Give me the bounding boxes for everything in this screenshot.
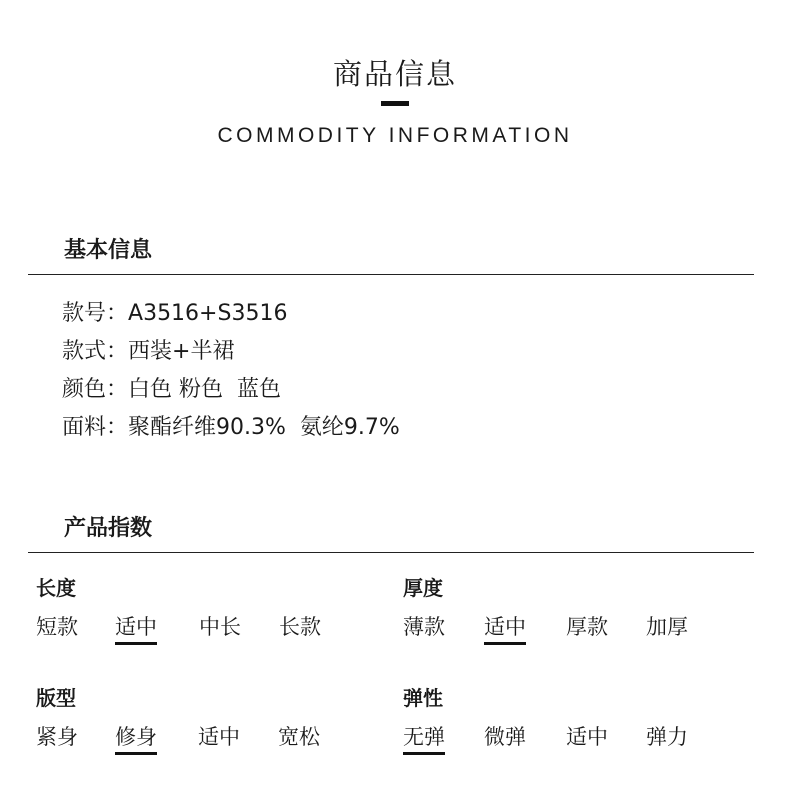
option-elasticity-slight: 微弹 (484, 725, 526, 749)
option-elasticity-medium: 适中 (566, 725, 608, 749)
info-value: 聚酯纤维90.3% 氨纶9.7% (128, 415, 400, 440)
option-fit-regular: 适中 (198, 725, 240, 749)
option-thickness-extra-thick: 加厚 (646, 615, 688, 639)
product-index-heading: 产品指数 (64, 516, 153, 541)
basic-info-heading: 基本信息 (64, 238, 153, 263)
product-index-divider (28, 552, 754, 553)
group-title-elasticity: 弹性 (403, 686, 443, 710)
option-elasticity-stretch: 弹力 (646, 725, 688, 749)
option-thickness-medium: 适中 (484, 611, 526, 645)
option-fit-loose: 宽松 (278, 725, 320, 749)
option-fit-slim: 修身 (115, 721, 157, 755)
title-accent-bar (381, 101, 409, 106)
info-row-style-no (62, 296, 287, 327)
option-length-long: 长款 (279, 615, 321, 639)
info-row-fabric (62, 410, 400, 441)
info-label: 款号： (62, 301, 129, 326)
option-elasticity-none: 无弹 (403, 721, 445, 755)
info-row-color (62, 372, 281, 403)
basic-info-divider (28, 274, 754, 275)
option-fit-tight: 紧身 (36, 725, 78, 749)
info-label: 面料： (62, 415, 129, 440)
page-title-cn: 商品信息 (332, 57, 457, 91)
group-title-length: 长度 (36, 576, 76, 600)
option-length-short: 短款 (36, 615, 78, 639)
option-thickness-thick: 厚款 (566, 615, 608, 639)
info-label: 款式： (62, 339, 129, 364)
group-title-thickness: 厚度 (403, 576, 443, 600)
option-thickness-thin: 薄款 (403, 615, 445, 639)
info-value: A3516+S3516 (128, 301, 288, 326)
info-value: 白色 粉色 蓝色 (128, 377, 281, 402)
group-title-fit: 版型 (36, 686, 76, 710)
option-length-medium: 适中 (115, 611, 157, 645)
page-title-en: COMMODITY INFORMATION (217, 124, 573, 147)
info-label: 颜色： (62, 377, 129, 402)
info-row-style (62, 334, 234, 365)
option-length-mid-long: 中长 (199, 615, 241, 639)
info-value: 西装+半裙 (128, 339, 235, 364)
